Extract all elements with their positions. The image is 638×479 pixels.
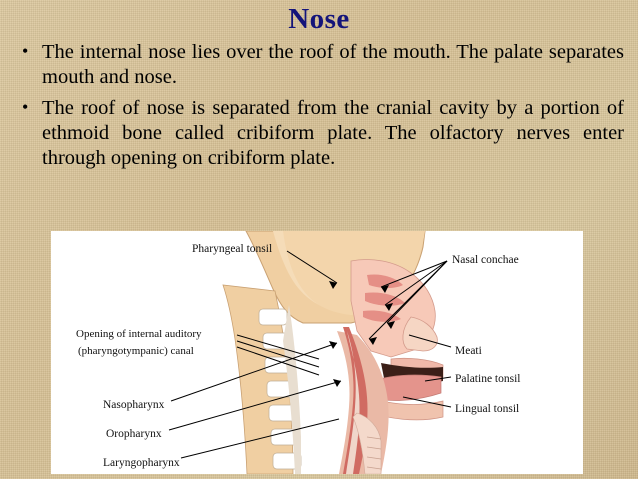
- bullet-text: The internal nose lies over the roof of the mouth. The palate separates mouth and nose.: [42, 40, 624, 88]
- bullet-list: [0, 40, 638, 171]
- figure-label: Opening of internal auditory: [76, 328, 202, 340]
- figure-label: Laryngopharynx: [103, 457, 180, 469]
- figure-label: Lingual tonsil: [455, 403, 520, 415]
- figure-label: Palatine tonsil: [455, 373, 521, 385]
- figure-label: Nasal conchae: [452, 254, 519, 266]
- figure-label: (pharyngotympanic) canal: [78, 345, 194, 357]
- figure-label: Oropharynx: [106, 428, 162, 440]
- figure-label: Pharyngeal tonsil: [192, 243, 273, 255]
- list-item: [14, 40, 624, 90]
- bullet-marker: •: [22, 40, 29, 61]
- list-item: [14, 96, 624, 171]
- figure-label: Nasopharynx: [103, 399, 165, 411]
- page-title: Nose: [288, 3, 350, 35]
- figure-label: Meati: [455, 345, 482, 357]
- figure-canvas: [51, 231, 583, 474]
- anatomy-figure: [51, 231, 583, 474]
- bullet-text: The roof of nose is separated from the cranial cavity by a portion of ethmoid bone called cribiform plate. The olfactory nerves enter through opening on cribiform plate.: [42, 96, 624, 169]
- bullet-marker: •: [22, 96, 29, 117]
